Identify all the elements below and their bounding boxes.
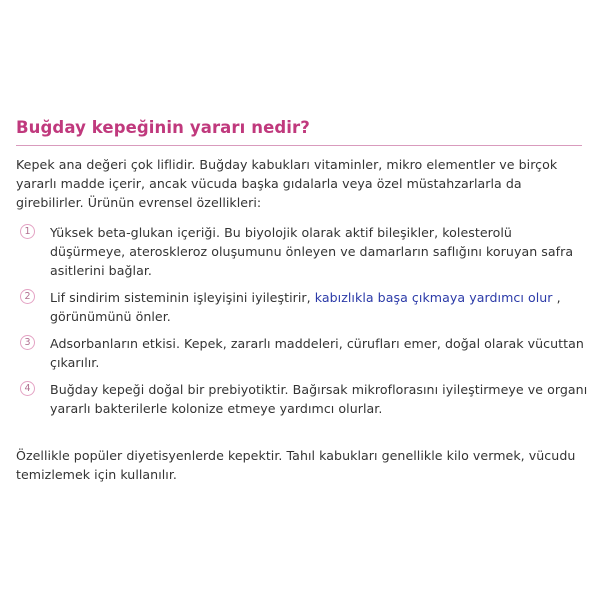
number-circle-icon: 4 bbox=[20, 381, 35, 396]
properties-list bbox=[16, 223, 591, 426]
list-item-text: Lif sindirim sisteminin işleyişini iyileştirir, bbox=[50, 290, 315, 305]
article-title: Buğday kepeğinin yararı nedir? bbox=[16, 118, 310, 137]
intro-paragraph: Kepek ana değeri çok liflidir. Buğday kabukları vitaminler, mikro elementler ve birçok yararlı madde içerir, ancak vücuda başka gıdalarla veya özel müstahzarlarla da girebilirler. Ürünün evrensel özellikleri: bbox=[16, 157, 558, 210]
list-item-text: Yüksek beta-glukan içeriği. Bu biyolojik olarak aktif bileşikler, kolesterolü düşürmeye, ateroskleroz oluşumunu önleyen ve damarların saflığını koruyan safra asitlerini bağlar. bbox=[50, 225, 574, 278]
closing-paragraph: Özellikle popüler diyetisyenlerde kepektir. Tahıl kabukları genellikle kilo vermek, vücudu temizlemek için kullanılır. bbox=[16, 448, 576, 482]
number-circle-icon: 2 bbox=[20, 289, 35, 304]
constipation-link[interactable]: kabızlıkla başa çıkmaya yardımcı olur bbox=[314, 290, 553, 305]
number-circle-icon: 1 bbox=[20, 224, 35, 239]
number-circle-icon: 3 bbox=[20, 335, 35, 350]
list-item bbox=[16, 334, 591, 372]
list-item bbox=[16, 380, 591, 418]
list-item-text: Buğday kepeği doğal bir prebiyotiktir. Bağırsak mikroflorasını iyileştirmeye ve organı yararlı bakterilerle kolonize etmeye yardımcı olurlar. bbox=[50, 382, 588, 416]
list-item bbox=[16, 288, 591, 326]
list-item-text: Adsorbanların etkisi. Kepek, zararlı maddeleri, cürufları emer, doğal olarak vücuttan çıkarılır. bbox=[50, 336, 584, 370]
title-divider bbox=[16, 145, 582, 146]
list-item-text-tail: , görünümünü önler. bbox=[50, 290, 561, 324]
list-item bbox=[16, 223, 591, 280]
